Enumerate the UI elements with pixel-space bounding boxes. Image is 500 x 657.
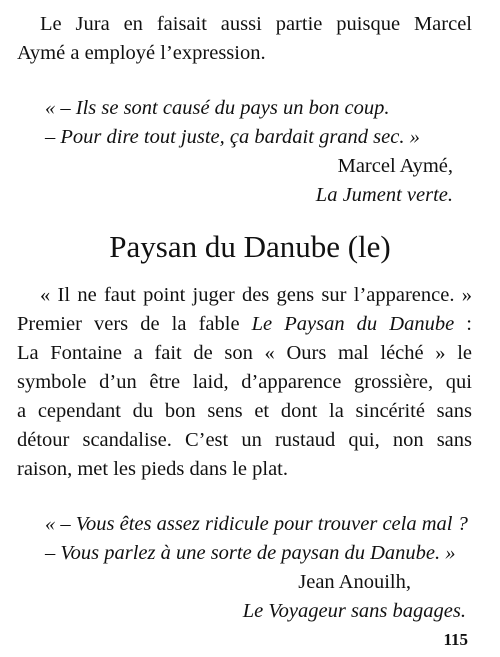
quote2-author: Jean Anouilh, bbox=[298, 571, 411, 593]
quote1-work: La Jument verte. bbox=[315, 184, 453, 206]
quote2-line-2: – Vous parlez à une sorte de paysan du Danube. » bbox=[45, 542, 456, 564]
entry-line-1: « Il ne faut point juger des gens sur l’apparence. » bbox=[40, 284, 472, 306]
entry-line-3: La Fontaine a fait de son « Ours mal léché » le bbox=[17, 342, 472, 364]
intro-line-1: Le Jura en faisait aussi partie puisque Marcel bbox=[40, 13, 472, 35]
entry-line-5: a cependant du bon sens et dont la sincérité sans bbox=[17, 400, 472, 422]
fable-title-suffix: : bbox=[454, 313, 472, 335]
page-number: 115 bbox=[443, 630, 468, 649]
entry-title: Paysan du Danube (le) bbox=[109, 229, 391, 264]
fable-title: Le Paysan du Danube bbox=[251, 313, 455, 335]
intro-line-2: Aymé a employé l’expression. bbox=[17, 42, 266, 64]
entry-line-6: détour scandalise. C’est un rustaud qui, non sans bbox=[17, 429, 472, 451]
quote1-author: Marcel Aymé, bbox=[337, 155, 453, 177]
quote1-line-2: – Pour dire tout juste, ça bardait grand sec. » bbox=[45, 126, 420, 148]
entry-line-2-text: Premier vers de la fable bbox=[17, 313, 252, 335]
quote2-line-1: « – Vous êtes assez ridicule pour trouver cela mal ? bbox=[45, 513, 468, 535]
entry-line-4: symbole d’un être laid, d’apparence grossière, qui bbox=[17, 371, 472, 393]
entry-line-2 bbox=[17, 312, 472, 336]
quote1-line-1: « – Ils se sont causé du pays un bon coup. bbox=[45, 97, 390, 119]
entry-line-7: raison, met les pieds dans le plat. bbox=[17, 458, 288, 480]
quote2-work: Le Voyageur sans bagages. bbox=[242, 600, 466, 622]
